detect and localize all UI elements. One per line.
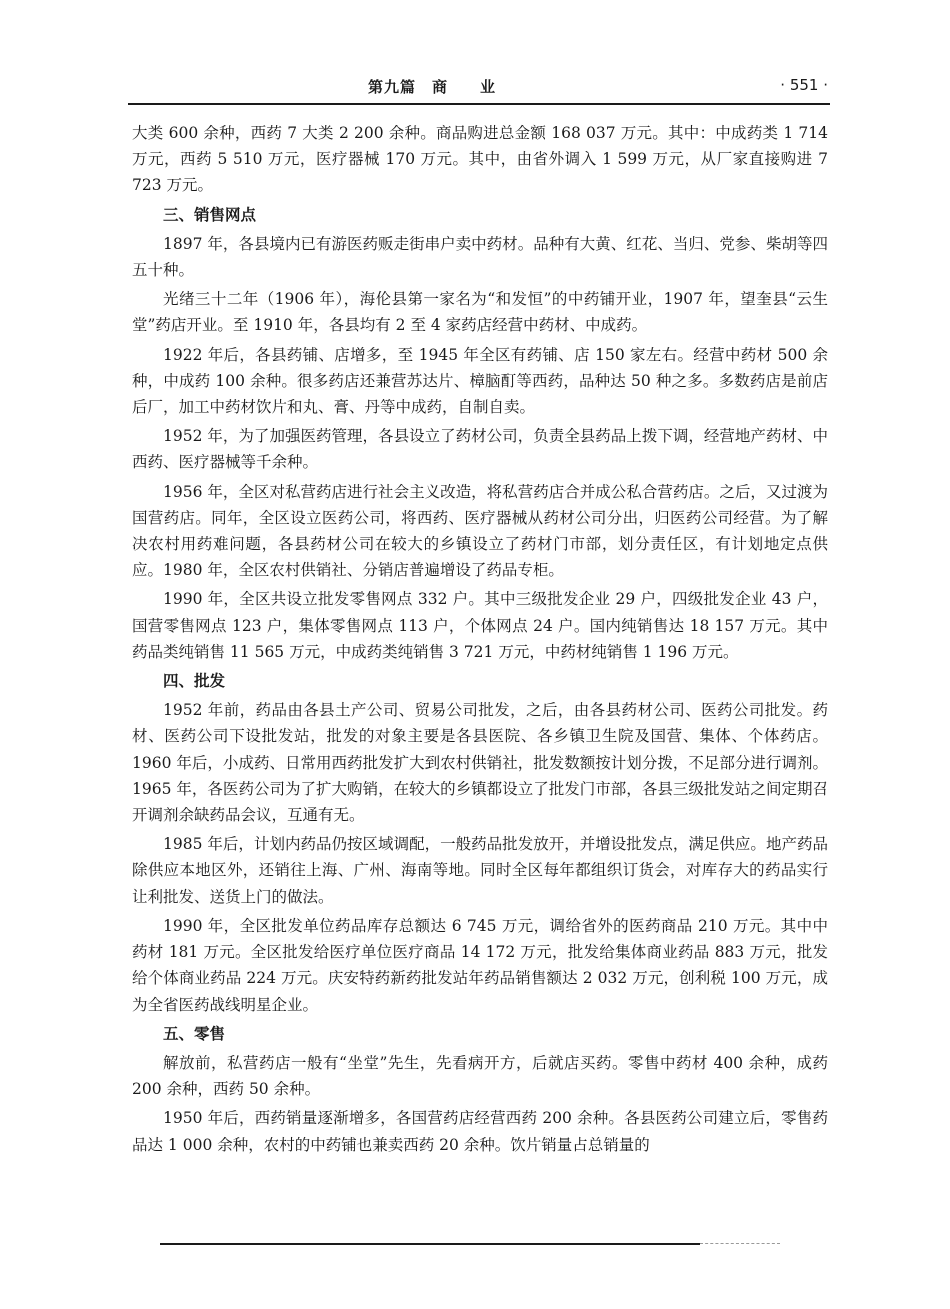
section-heading-sales-outlets: 三、销售网点 <box>163 205 257 224</box>
paragraph: 1950 年后，西药销量逐渐增多，各国营药店经营西药 200 余种。各县医药公司建立后，零售药品达 1 000 余种，农村的中药铺也兼卖西药 20 余种。饮片销量占总销量的 <box>132 1109 828 1154</box>
running-header <box>128 76 828 102</box>
paragraph-continued: 大类 600 余种，西药 7 大类 2 200 余种。商品购进总金额 168 037 万元。其中：中成药类 1 714 万元，西药 5 510 万元，医疗器械 170 万元。其中，由省外调入 1 599 万元，从厂家直接购进 7 723 万元。 <box>132 124 828 195</box>
paragraph: 1990 年，全区批发单位药品库存总额达 6 745 万元，调给省外的医药商品 210 万元。其中中药材 181 万元。全区批发给医疗单位医疗商品 14 172 万元，批发给集体商业药品 883 万元，批发给个体商业药品 224 万元。庆安特药新药批发站年药品销售额达 2 032 万元，创利税 100 万元，成为全省医药战线明星企业。 <box>132 916 828 1014</box>
paragraph: 解放前，私营药店一般有“坐堂”先生，先看病开方，后就店买药。零售中药材 400 余种，成药 200 余种，西药 50 余种。 <box>132 1053 828 1099</box>
footer-rule-faint <box>700 1243 780 1244</box>
paragraph: 光绪三十二年（1906 年），海伦县第一家名为“和发恒”的中药铺开业，1907 年，望奎县“云生堂”药店开业。至 1910 年，各县均有 2 至 4 家药店经营中药材、中成药。 <box>132 290 828 335</box>
paragraph: 1952 年，为了加强医药管理，各县设立了药材公司，负责全县药品上拨下调，经营地产药材、中西药、医疗器械等千余种。 <box>132 427 828 472</box>
paragraph: 1985 年后，计划内药品仍按区域调配，一般药品批发放开，并增设批发点，满足供应。地产药品除供应本地区外，还销往上海、广州、海南等地。同时全区每年都组织订货会，对库存大的药品实行让利批发、送货上门的做法。 <box>132 835 828 906</box>
section-heading-retail: 五、零售 <box>163 1024 226 1043</box>
chapter-title: 第九篇 商 业 <box>368 78 497 96</box>
section-heading-wholesale: 四、批发 <box>163 672 226 691</box>
footer-rule <box>160 1243 700 1245</box>
header-rule <box>128 103 830 105</box>
body-text <box>132 120 828 1161</box>
paragraph: 1990 年，全区共设立批发零售网点 332 户。其中三级批发企业 29 户，四级批发企业 43 户，国营零售网点 123 户，集体零售网点 113 户，个体网点 24 户。国内纯销售达 18 157 万元。其中药品类纯销售 11 565 万元，中成药类纯销售 3 721 万元，中药材纯销售 1 196 万元。 <box>132 590 828 661</box>
paragraph: 1897 年，各县境内已有游医药贩走街串户卖中药材。品种有大黄、红花、当归、党参、柴胡等四五十种。 <box>132 234 828 280</box>
paragraph: 1952 年前，药品由各县土产公司、贸易公司批发，之后，由各县药材公司、医药公司批发。药材、医药公司下设批发站，批发的对象主要是各县医院、各乡镇卫生院及国营、集体、个体药店。1960 年后，小成药、日常用西药批发扩大到农村供销社，批发数额按计划分拨，不足部分进行调剂。1965 年，各医药公司为了扩大购销，在较大的乡镇都设立了批发门市部，各县三级批发站之间定期召开调剂余缺药品会议，互通有无。 <box>132 701 828 825</box>
page-number: · 551 · <box>780 76 828 94</box>
paragraph: 1956 年，全区对私营药店进行社会主义改造，将私营药店合并成公私合营药店。之后，又过渡为国营药店。同年，全区设立医药公司，将西药、医疗器械从药材公司分出，归医药公司经营。为了解决农村用药难问题，各县药材公司在较大的乡镇设立了药材门市部，划分责任区，有计划地定点供应。1980 年，全区农村供销社、分销店普遍增设了药品专柜。 <box>132 482 828 580</box>
paragraph: 1922 年后，各县药铺、店增多，至 1945 年全区有药铺、店 150 家左右。经营中药材 500 余种，中成药 100 余种。很多药店还兼营苏达片、樟脑酊等西药，品种达 50 种之多。多数药店是前店后厂，加工中药材饮片和丸、膏、丹等中成药，自制自卖。 <box>132 345 828 417</box>
